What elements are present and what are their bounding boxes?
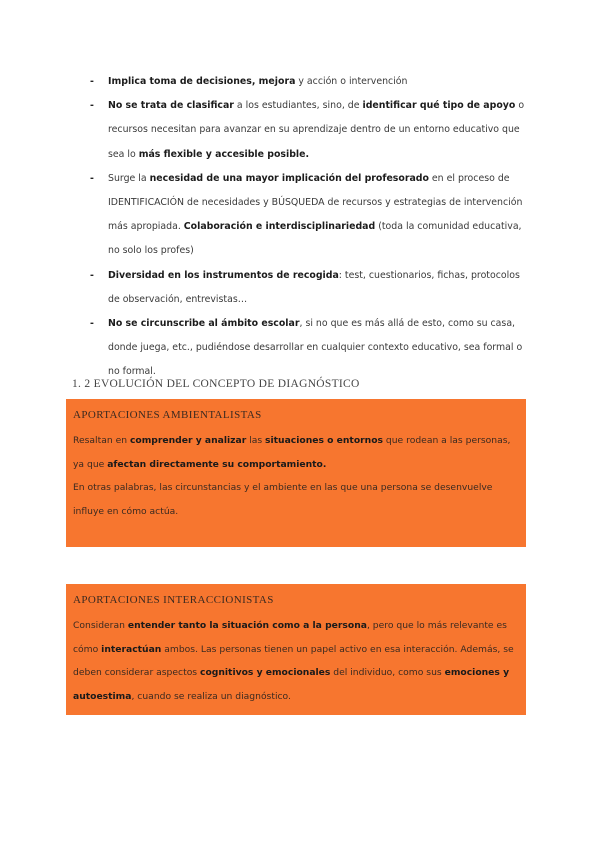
text-run: (toda la comunidad educativa, no solo los profes) — [108, 221, 522, 257]
box-body — [73, 429, 519, 523]
text-run: a los estudiantes, sino, de — [233, 100, 363, 112]
text-run: En otras palabras, las circunstancias y el ambiente en las que una persona se desenvuelve influye en cómo actúa. — [73, 482, 493, 517]
bold-text: Implica toma de decisiones, mejora — [108, 76, 296, 87]
text-run: las — [246, 435, 266, 446]
text-run: ambos. Las personas tienen un papel activo en esa interacción. Además, se deben considerar aspectos — [73, 643, 514, 678]
text-run: o recursos necesitan para avanzar en su aprendizaje dentro de un entorno educativo que sea lo — [108, 100, 525, 160]
bullet-item — [90, 167, 530, 264]
bold-text: necesidad de una mayor implicación del profesorado — [149, 172, 429, 184]
bold-text: identificar qué tipo de apoyo — [362, 100, 516, 112]
box-ambientalistas — [66, 399, 526, 547]
text-run: del individuo, como sus — [330, 667, 445, 678]
text-run: que rodean a las personas, ya que — [73, 435, 511, 470]
bold-text: No se trata de clasificar — [108, 100, 234, 112]
bold-text: afectan directamente su comportamiento. — [107, 458, 327, 470]
bold-text: Diversidad en los instrumentos de recogida — [108, 269, 339, 281]
section-heading: 1. 2 EVOLUCIÓN DEL CONCEPTO DE DIAGNÓSTICO — [72, 378, 360, 390]
bold-text: comprender y analizar — [129, 435, 247, 446]
dash-icon: - — [90, 100, 94, 112]
text-run: Surge la — [108, 172, 150, 184]
text-run: : test, cuestionarios, fichas, protocolos de observación, entrevistas… — [108, 269, 520, 305]
box-title: APORTACIONES INTERACCIONISTAS — [73, 594, 274, 606]
text-run: , pero que lo más relevante es cómo — [73, 620, 507, 655]
box-body — [73, 614, 519, 708]
bullet-item — [90, 264, 530, 312]
bold-text: No se circunscribe al ámbito escolar — [108, 318, 300, 330]
text-run: , si no que es más allá de esto, como su casa, donde juega, etc., pudiéndose desarrollar en cualquier contexto educativo, sea formal o no formal. — [108, 318, 523, 378]
dash-icon: - — [90, 269, 94, 281]
box-paragraph — [73, 429, 519, 476]
text-run: , cuando se realiza un diagnóstico. — [131, 690, 291, 702]
box-interaccionistas — [66, 584, 526, 715]
dash-icon: - — [90, 172, 94, 184]
text-run: Consideran — [73, 620, 128, 631]
text-run: en el proceso de IDENTIFICACIÓN de necesidades y BÚSQUEDA de recursos y estrategias de intervención más apropiada. — [108, 172, 523, 233]
bold-text: Colaboración e interdisciplinariedad — [183, 221, 376, 233]
box-title: APORTACIONES AMBIENTALISTAS — [73, 409, 262, 421]
text-run: y acción o intervención — [295, 76, 408, 87]
dash-icon: - — [90, 318, 94, 330]
text-run: Resaltan en — [73, 435, 130, 446]
bold-text: cognitivos y emocionales — [200, 667, 331, 678]
bold-text: emociones y autoestima — [73, 667, 510, 702]
bold-text: más flexible y accesible posible. — [138, 148, 310, 160]
dash-icon: - — [90, 76, 94, 87]
box-paragraph — [73, 476, 519, 523]
bullet-item — [90, 94, 530, 167]
bullet-list — [90, 70, 530, 385]
bullet-item — [90, 312, 530, 385]
bold-text: entender tanto la situación como a la persona — [127, 620, 367, 631]
bold-text: situaciones o entornos — [265, 435, 383, 446]
bold-text: interactúan — [101, 643, 162, 655]
bullet-item — [90, 70, 530, 94]
box-paragraph — [73, 614, 519, 708]
